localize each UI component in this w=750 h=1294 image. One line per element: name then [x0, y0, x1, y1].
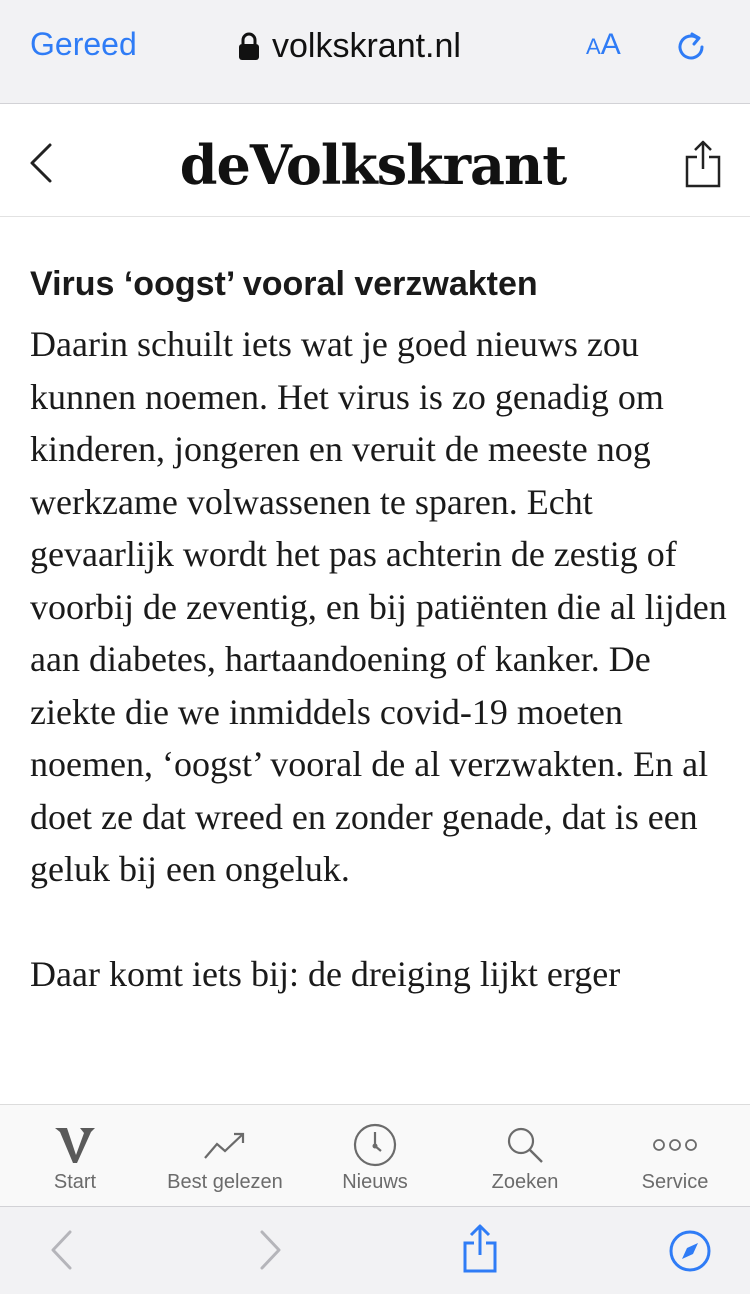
nav-label-start: Start: [53, 1171, 97, 1193]
v-logo-icon: [45, 1123, 105, 1167]
text-size-button[interactable]: [586, 28, 621, 62]
nav-item-zoeken[interactable]: [450, 1105, 600, 1206]
clock-icon: [345, 1123, 405, 1167]
browser-toolbar: [0, 1206, 750, 1294]
compass-icon[interactable]: [668, 1229, 712, 1273]
reload-icon[interactable]: [672, 28, 710, 66]
share-icon[interactable]: [684, 139, 722, 189]
nav-label-nieuws: Nieuws: [342, 1171, 408, 1193]
url-text: volkskrant.nl: [272, 26, 461, 65]
article-subheading: Virus ‘oogst’ vooral verzwakten: [30, 265, 538, 303]
nav-item-nieuws[interactable]: [300, 1105, 450, 1206]
done-button[interactable]: Gereed: [30, 26, 137, 62]
text-size-small-a: A: [586, 34, 601, 59]
url-field[interactable]: [238, 24, 461, 68]
nav-label-best-gelezen: Best gelezen: [167, 1171, 283, 1193]
bottom-navigation: [0, 1104, 750, 1206]
search-icon: [495, 1123, 555, 1167]
article-paragraph: Daarin schuilt iets wat je goed nieuws zou kunnen noemen. Het virus is zo genadig om kinderen, jongeren en veruit de meeste nog werkzame volwassenen te sparen. Echt gevaarlijk wordt het pas achterin de zestig of voorbij de zeventig, en bij patiënten die al lijden aan diabetes, hartaandoening of kanker. De ziekte die we inmiddels covid-19 moeten noemen, ‘oogst’ vooral de al verzwakten. En al doet ze dat wreed en zonder genade, dat is een geluk bij een ongeluk.: [30, 324, 727, 889]
browser-share-icon[interactable]: [460, 1223, 500, 1275]
nav-item-best-gelezen[interactable]: [150, 1105, 300, 1206]
nav-label-zoeken: Zoeken: [491, 1171, 559, 1193]
site-logo[interactable]: deVolkskrant: [179, 133, 567, 197]
text-size-big-a: A: [600, 28, 621, 61]
browser-back-icon[interactable]: [48, 1227, 74, 1273]
trending-icon: [195, 1123, 255, 1167]
article-body: [30, 262, 730, 1000]
site-header: [0, 105, 750, 217]
nav-item-start[interactable]: [0, 1105, 150, 1206]
browser-address-bar: [0, 0, 750, 104]
more-icon: [645, 1123, 705, 1167]
nav-label-service: Service: [641, 1171, 709, 1193]
article-paragraph: Daar komt iets bij: de dreiging lijkt erger: [30, 953, 621, 994]
back-chevron-icon[interactable]: [28, 141, 54, 185]
nav-item-service[interactable]: [600, 1105, 750, 1206]
browser-forward-icon[interactable]: [258, 1227, 284, 1273]
lock-icon: [238, 31, 260, 61]
